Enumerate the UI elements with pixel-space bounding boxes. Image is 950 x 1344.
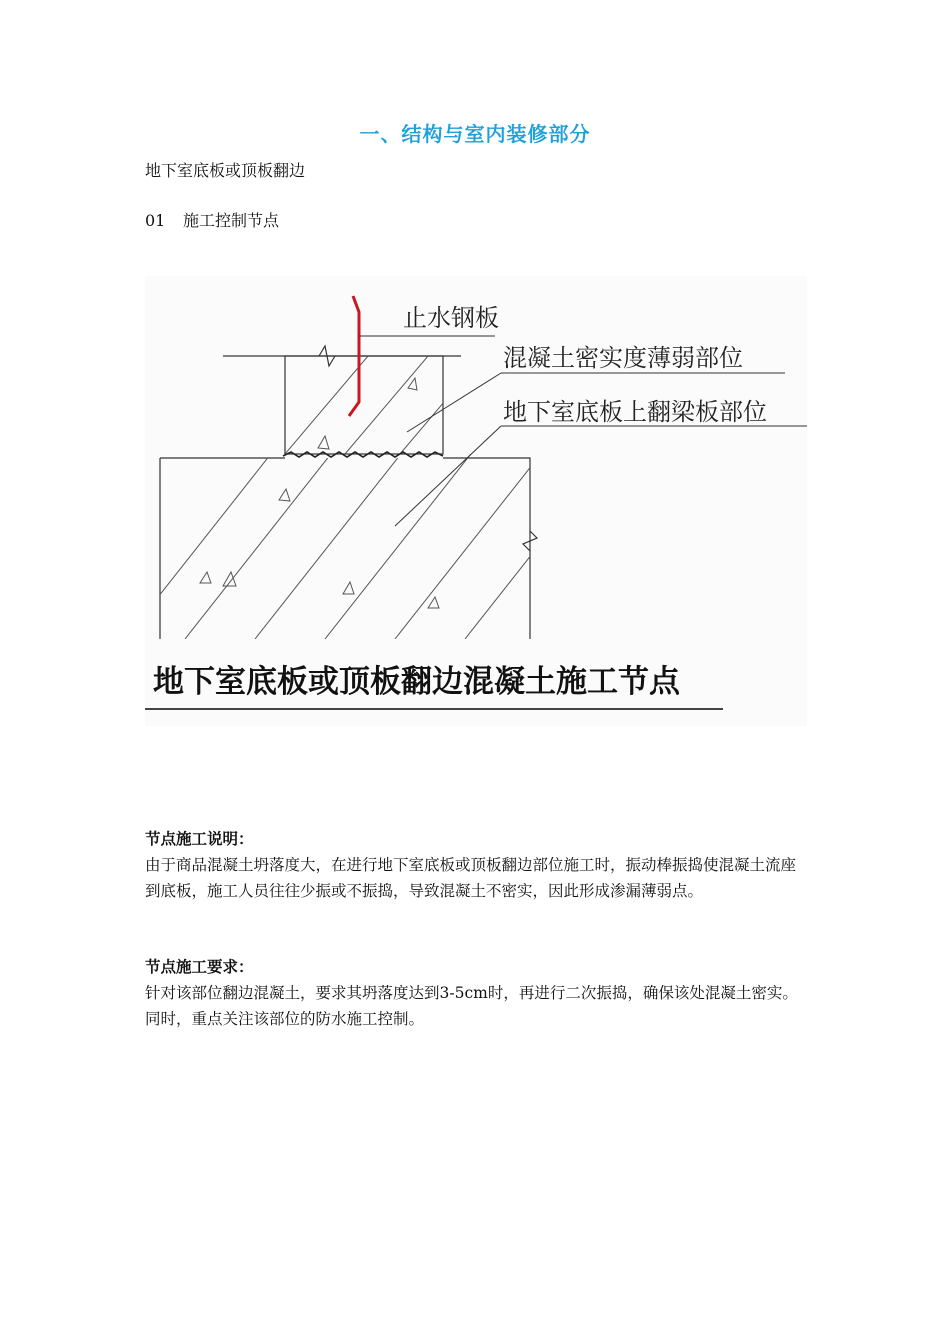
- section-label: 施工控制节点: [183, 211, 280, 230]
- figure-caption: 地下室底板或顶板翻边混凝土施工节点: [153, 664, 680, 700]
- requirement-text: 针对该部位翻边混凝土，要求其坍落度达到3-5cm时，再进行二次振捣，确保该处混凝土密实。同时，重点关注该部位的防水施工控制。: [145, 984, 798, 1028]
- page-title: 一、结构与室内装修部分: [359, 122, 591, 146]
- label-upturn-beam: 地下室底板上翻梁板部位: [503, 398, 767, 426]
- section-number: 01: [145, 211, 166, 230]
- section-heading: [145, 208, 279, 231]
- subtitle: 地下室底板或顶板翻边: [145, 161, 306, 180]
- requirement-heading: 节点施工要求：: [145, 958, 254, 976]
- label-weak-zone: 混凝土密实度薄弱部位: [503, 344, 743, 372]
- label-steel-plate: 止水钢板: [403, 304, 499, 332]
- node-diagram: [145, 276, 807, 726]
- explanation-heading: 节点施工说明：: [145, 830, 254, 848]
- requirement-section: [145, 954, 810, 1032]
- explanation-section: [145, 826, 810, 904]
- explanation-text: 由于商品混凝土坍落度大，在进行地下室底板或顶板翻边部位施工时，振动棒振捣使混凝土流座到底板，施工人员往往少振或不振捣，导致混凝土不密实，因此形成渗漏薄弱点。: [145, 856, 797, 900]
- construction-node-figure: [145, 276, 807, 726]
